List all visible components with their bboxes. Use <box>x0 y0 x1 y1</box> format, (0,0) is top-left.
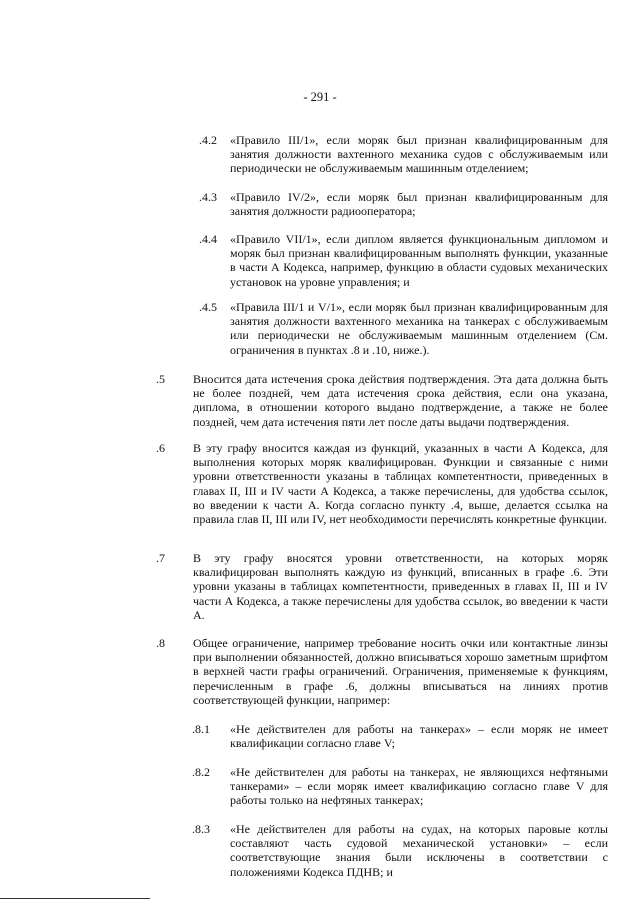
item-text: «Не действителен для работы на судах, на которых паровые котлы составляют часть судовой механической установки» – если соответствующие знания были исключены в соответствии с положениями Кодекса ПДНВ; и <box>230 822 608 879</box>
item-number: .8.3 <box>192 822 210 836</box>
item-number: .8.2 <box>192 765 210 779</box>
item-number: .4.2 <box>199 133 217 147</box>
item-text: «Не действителен для работы на танкерах, не являющихся нефтяными танкерами» – если моряк имеет квалификацию согласно главе V для работы только на нефтяных танкерах; <box>230 765 608 808</box>
item-number: .8.1 <box>192 722 210 736</box>
item-text: «Правило IV/2», если моряк был признан квалифицированным для занятия должности радиооператора; <box>230 190 608 219</box>
item-number: .4.5 <box>199 300 217 314</box>
item-number: .5 <box>156 372 165 386</box>
item-number: .7 <box>156 551 165 565</box>
item-text: Общее ограничение, например требование носить очки или контактные линзы при выполнении обязанностей, должно вписываться хорошо заметным шрифтом в верхней части графы ограничений. Ограничения, применяемые к функциям, перечисленным в графе .6, должны вписываться на линиях против соответствующей функции, например: <box>193 636 608 707</box>
item-text: В эту графу вносится каждая из функций, указанных в части А Кодекса, для выполнения которых моряк квалифицирован. Функции и связанные с ними уровни ответственности указаны в таблицах компетентности, приведенных в главах II, III и IV части А Кодекса, а также перечислены, для удобства ссылок, во введении к части А. Когда согласно пункту .4, выше, делается ссылка на правила глав II, III или IV, нет необходимости перечислять конкретные функции. <box>193 441 608 527</box>
item-number: .4.3 <box>199 190 217 204</box>
page-number: - 291 - <box>303 90 337 104</box>
item-number: .4.4 <box>199 232 217 246</box>
item-text: «Правила III/1 и V/1», если моряк был признан квалифицированным для занятия должности вахтенного механика на танкерах с обслуживаемым или периодически не обслуживаемым машинным отделением (См. ограничения в пунктах .8 и .10, ниже.). <box>230 300 608 357</box>
item-number: .6 <box>156 441 165 455</box>
item-text: «Правило III/1», если моряк был признан квалифицированным для занятия должности вахтенного механика судов с обслуживаемым или периодически не обслуживаемым машинным отделением; <box>230 133 608 176</box>
item-text: «Правило VII/1», если диплом является функциональным дипломом и моряк был признан квалифицированным выполнять функции, указанные в части А Кодекса, например, функцию в области судовых механических установок на уровне управления; и <box>230 232 608 289</box>
item-text: В эту графу вносятся уровни ответственности, на которых моряк квалифицирован выполнять каждую из функций, вписанных в графе .6. Эти уровни указаны в таблицах компетентности, приведенных в главах II, III и IV части А Кодекса, а также перечислены для удобства ссылок, во введении к части А. <box>193 551 608 622</box>
footnote-divider <box>0 898 150 899</box>
item-number: .8 <box>156 636 165 650</box>
item-text: Вносится дата истечения срока действия подтверждения. Эта дата должна быть не более поздней, чем дата истечения срока действия, если она указана, диплома, в отношении которого выдано подтверждение, а также не более поздней, чем дата истечения пяти лет после даты выдачи подтверждения. <box>193 372 608 429</box>
item-text: «Не действителен для работы на танкерах» – если моряк не имеет квалификации согласно главе V; <box>230 722 608 751</box>
